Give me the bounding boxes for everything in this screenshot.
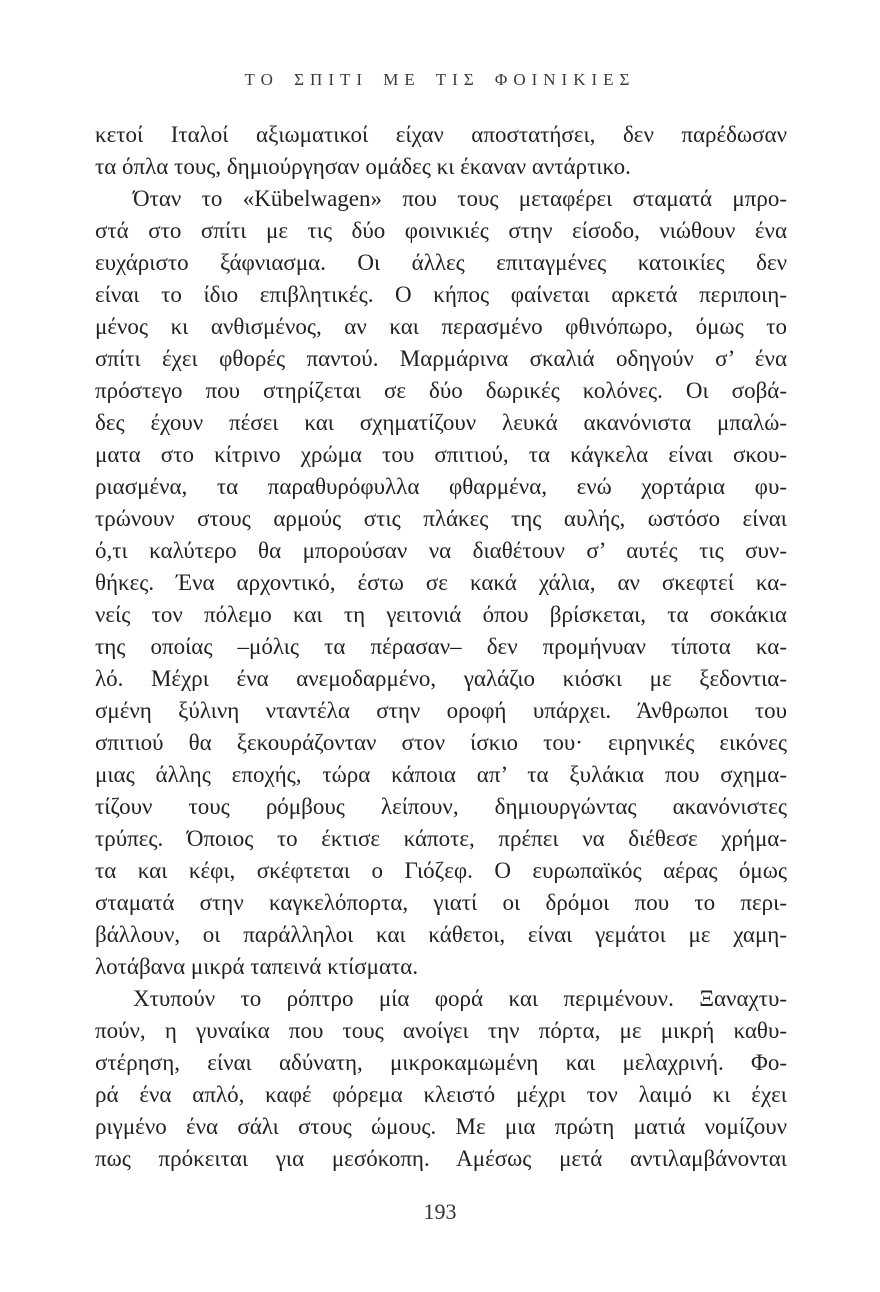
text-line: μένος κι ανθισμένος, αν και περασμένο φθινόπωρο, όμως το — [95, 314, 787, 339]
text-line: σμένη ξύλινη νταντέλα στην οροφή υπάρχει. Άνθρωποι του — [95, 698, 787, 723]
page-number: 193 — [423, 1199, 457, 1224]
text-line: ριγμένο ένα σάλι στους ώμους. Με μια πρώτη ματιά νομίζουν — [95, 1114, 787, 1139]
text-line: ευχάριστο ξάφνιασμα. Οι άλλες επιταγμένες κατοικίες δεν — [95, 250, 787, 275]
text-line: ρά ένα απλό, καφέ φόρεμα κλειστό μέχρι τον λαιμό κι έχει — [95, 1082, 787, 1107]
text-line: τα όπλα τους, δημιούργησαν ομάδες κι έκαναν αντάρτικο. — [95, 154, 631, 179]
text-line: ό,τι καλύτερο θα μπορούσαν να διαθέτουν σ’ αυτές τις συν- — [95, 538, 787, 563]
text-line: πρόστεγο που στηρίζεται σε δύο δωρικές κολόνες. Οι σοβά- — [95, 378, 787, 403]
text-line: σπιτιού θα ξεκουράζονταν στον ίσκιο του· ειρηνικές εικόνες — [95, 730, 787, 755]
text-line: είναι το ίδιο επιβλητικές. Ο κήπος φαίνεται αρκετά περιποιη- — [95, 282, 787, 307]
text-line: Όταν το «Kübelwagen» που τους μεταφέρει σταματά μπρο- — [133, 186, 787, 211]
text-line: Χτυπούν το ρόπτρο μία φορά και περιμένουν. Ξαναχτυ- — [133, 986, 787, 1011]
text-line: ριασμένα, τα παραθυρόφυλλα φθαρμένα, ενώ χορτάρια φυ- — [95, 474, 787, 499]
text-line: λοτάβανα μικρά ταπεινά κτίσματα. — [95, 954, 419, 979]
text-line: πούν, η γυναίκα που τους ανοίγει την πόρτα, με μικρή καθυ- — [95, 1018, 787, 1043]
text-line: βάλλουν, οι παράλληλοι και κάθετοι, είναι γεμάτοι με χαμη- — [95, 922, 787, 947]
text-line: σταματά στην καγκελόπορτα, γιατί οι δρόμοι που το περι- — [95, 890, 787, 915]
text-line: στά στο σπίτι με τις δύο φοινικιές στην είσοδο, νιώθουν ένα — [95, 218, 787, 243]
body-text — [95, 119, 787, 1175]
text-line: λό. Μέχρι ένα ανεμοδαρμένο, γαλάζιο κιόσκι με ξεδοντια- — [95, 666, 787, 691]
text-line: τρύπες. Όποιος το έκτισε κάποτε, πρέπει να διέθεσε χρήμα- — [95, 826, 787, 851]
text-line: σπίτι έχει φθορές παντού. Μαρμάρινα σκαλιά οδηγούν σ’ ένα — [95, 346, 787, 371]
text-line: πως πρόκειται για μεσόκοπη. Αμέσως μετά αντιλαμβάνονται — [95, 1146, 787, 1171]
running-header: ΤΟ ΣΠΙΤΙ ΜΕ ΤΙΣ ΦΟΙΝΙΚΙΕΣ — [244, 70, 636, 89]
text-line: μιας άλλης εποχής, τώρα κάποια απ’ τα ξυλάκια που σχημα- — [95, 762, 787, 787]
text-line: κετοί Ιταλοί αξιωματικοί είχαν αποστατήσει, δεν παρέδωσαν — [95, 122, 787, 147]
text-line: θήκες. Ένα αρχοντικό, έστω σε κακά χάλια, αν σκεφτεί κα- — [95, 570, 787, 595]
text-line: νείς τον πόλεμο και τη γειτονιά όπου βρίσκεται, τα σοκάκια — [95, 602, 787, 627]
text-line: ματα στο κίτρινο χρώμα του σπιτιού, τα κάγκελα είναι σκου- — [95, 442, 787, 467]
text-line: δες έχουν πέσει και σχηματίζουν λευκά ακανόνιστα μπαλώ- — [95, 410, 787, 435]
text-line: της οποίας –μόλις τα πέρασαν– δεν προμήνυαν τίποτα κα- — [95, 634, 787, 659]
text-line: τίζουν τους ρόμβους λείπουν, δημιουργώντας ακανόνιστες — [95, 794, 787, 819]
text-line: τρώνουν στους αρμούς στις πλάκες της αυλής, ωστόσο είναι — [95, 506, 787, 531]
text-line: στέρηση, είναι αδύνατη, μικροκαμωμένη και μελαχρινή. Φο- — [95, 1050, 787, 1075]
text-line: τα και κέφι, σκέφτεται ο Γιόζεφ. Ο ευρωπαϊκός αέρας όμως — [95, 858, 787, 883]
